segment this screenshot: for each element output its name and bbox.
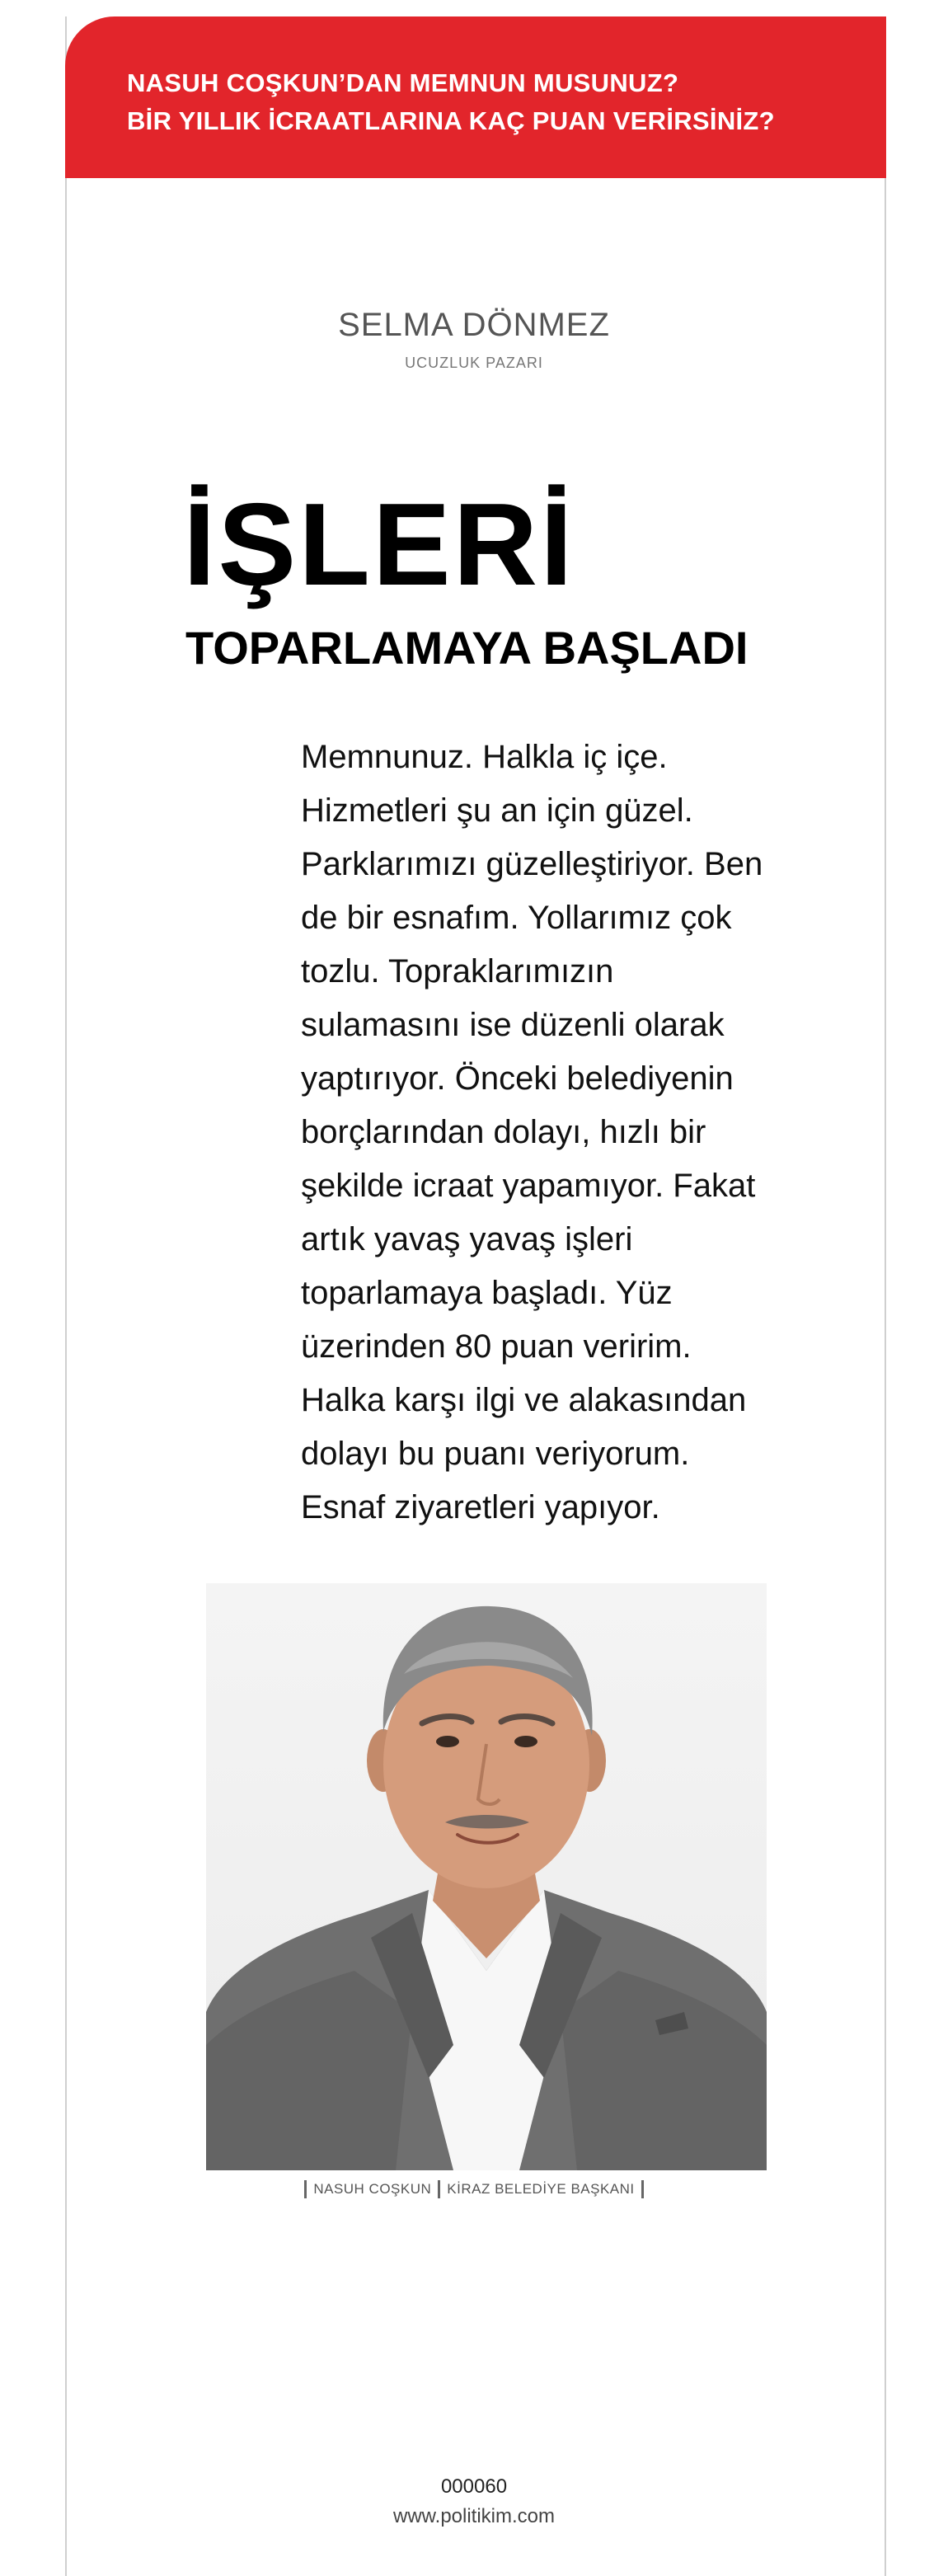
body-line: artık yavaş yavaş işleri	[301, 1221, 633, 1257]
portrait-photo	[206, 1583, 767, 2170]
body-line: Esnaf ziyaretleri yapıyor.	[301, 1489, 660, 1525]
caption-person-title: KİRAZ BELEDİYE BAŞKANI	[447, 2181, 635, 2197]
body-line: Memnunuz. Halkla iç içe.	[301, 739, 668, 775]
body-line: dolayı bu puanı veriyorum.	[301, 1436, 690, 1472]
footer-code: 000060	[440, 2475, 508, 2498]
caption-divider	[438, 2180, 440, 2198]
banner-question-1: NASUH COŞKUN’DAN MEMNUN MUSUNUZ?	[127, 68, 679, 97]
subheadline: TOPARLAMAYA BAŞLADI	[185, 622, 749, 674]
body-line: de bir esnafım. Yollarımız çok	[301, 900, 732, 936]
body-line: toparlamaya başladı. Yüz	[301, 1275, 673, 1311]
headline: İŞLERİ	[183, 479, 575, 610]
photo-caption	[0, 2180, 948, 2198]
author-name: SELMA DÖNMEZ	[338, 307, 610, 343]
body-line: üzerinden 80 puan veririm.	[301, 1328, 692, 1365]
body-line: Halka karşı ilgi ve alakasından	[301, 1382, 747, 1418]
body-line: Hizmetleri şu an için güzel.	[301, 792, 693, 829]
portrait-illustration	[206, 1583, 767, 2170]
footer-url: www.politikim.com	[392, 2505, 556, 2527]
body-line: sulamasını ise düzenli olarak	[301, 1007, 725, 1043]
body-line: Parklarımızı güzelleştiriyor. Ben	[301, 846, 763, 882]
article-body	[301, 731, 779, 1535]
caption-divider	[641, 2180, 644, 2198]
author-subtitle: UCUZLUK PAZARI	[405, 355, 543, 371]
body-line: yaptırıyor. Önceki belediyenin	[301, 1060, 734, 1097]
body-line: borçlarından dolayı, hızlı bir	[301, 1114, 706, 1150]
body-line: tozlu. Topraklarımızın	[301, 953, 614, 990]
banner-question-2: BİR YILLIK İCRAATLARINA KAÇ PUAN VERİRSİNİZ?	[127, 106, 775, 135]
body-line: şekilde icraat yapamıyor. Fakat	[301, 1168, 756, 1204]
header-banner	[65, 16, 886, 178]
caption-person-name: NASUH COŞKUN	[313, 2181, 432, 2197]
caption-divider	[304, 2180, 307, 2198]
